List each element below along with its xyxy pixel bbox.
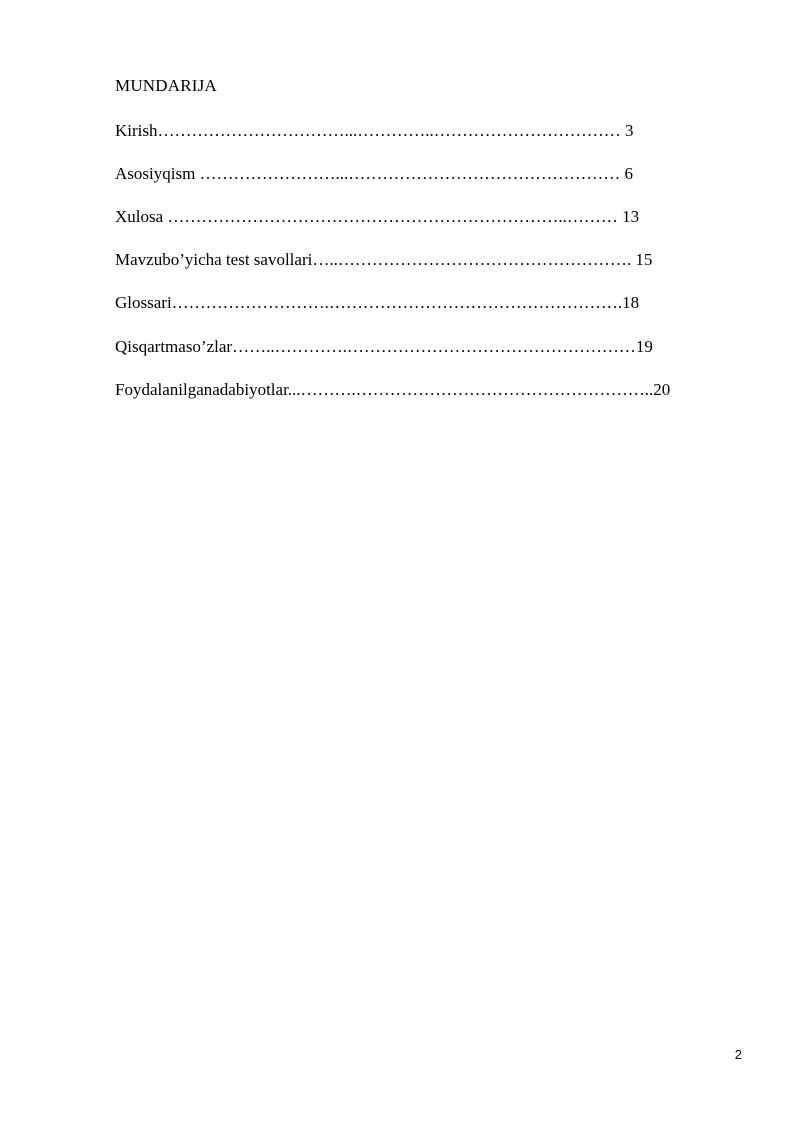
toc-entry-xulosa: Xulosa ……………………………………………………………..……… 13 [115, 207, 640, 226]
page-number: 2 [734, 1047, 742, 1062]
toc-entry-glossari: Glossari……………………….…………………………………………….18 [115, 293, 640, 312]
toc-title: MUNDARIJA [115, 76, 217, 95]
toc-entry-adabiyotlar: Foydalanilganadabiyotlar...……….……………………………………………..20 [115, 380, 671, 399]
toc-entry-test-savollari: Mavzubo’yicha test savollari…..……………………………………………. 15 [115, 250, 653, 269]
toc-entry-kirish: Kirish……………………………...…………..…………………………… 3 [115, 121, 634, 140]
toc-entry-qisqartma-sozlar: Qisqartmaso’zlar……..………….……………………………………………19 [115, 337, 653, 356]
toc-entry-asosiyqism: Asosiyqism ……………………...………………………………………… 6 [115, 164, 634, 183]
